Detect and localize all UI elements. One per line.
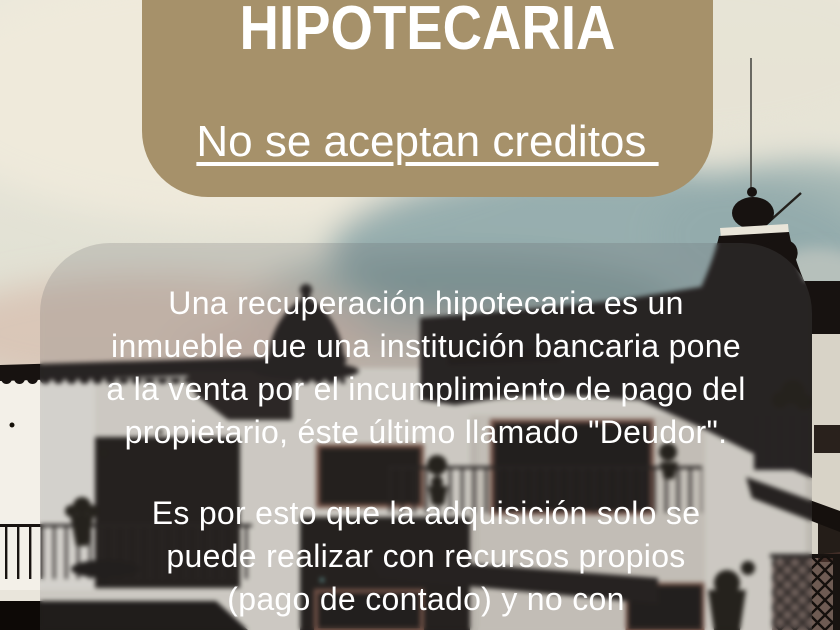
paragraph-acquisition [40, 492, 812, 621]
info-text-line: inmueble que una institución bancaria pone [111, 328, 741, 364]
page-title: HIPOTECARIA [239, 0, 616, 63]
paragraph-definition [40, 282, 812, 454]
info-text-line: a la venta por el incumplimiento de pago del [106, 371, 746, 407]
title-banner [142, 0, 713, 197]
info-text-line: (pago de contado) y no con [227, 581, 625, 617]
info-text-line: Es por esto que la adquisición solo se [151, 495, 701, 531]
info-text-line: puede realizar con recursos propios [166, 538, 686, 574]
info-text-line: propietario, éste último llamado "Deudor". [124, 414, 728, 450]
info-text [40, 243, 812, 621]
info-text-line: Una recuperación hipotecaria es un [168, 285, 684, 321]
no-credits-note: No se aceptan creditos [196, 117, 659, 166]
